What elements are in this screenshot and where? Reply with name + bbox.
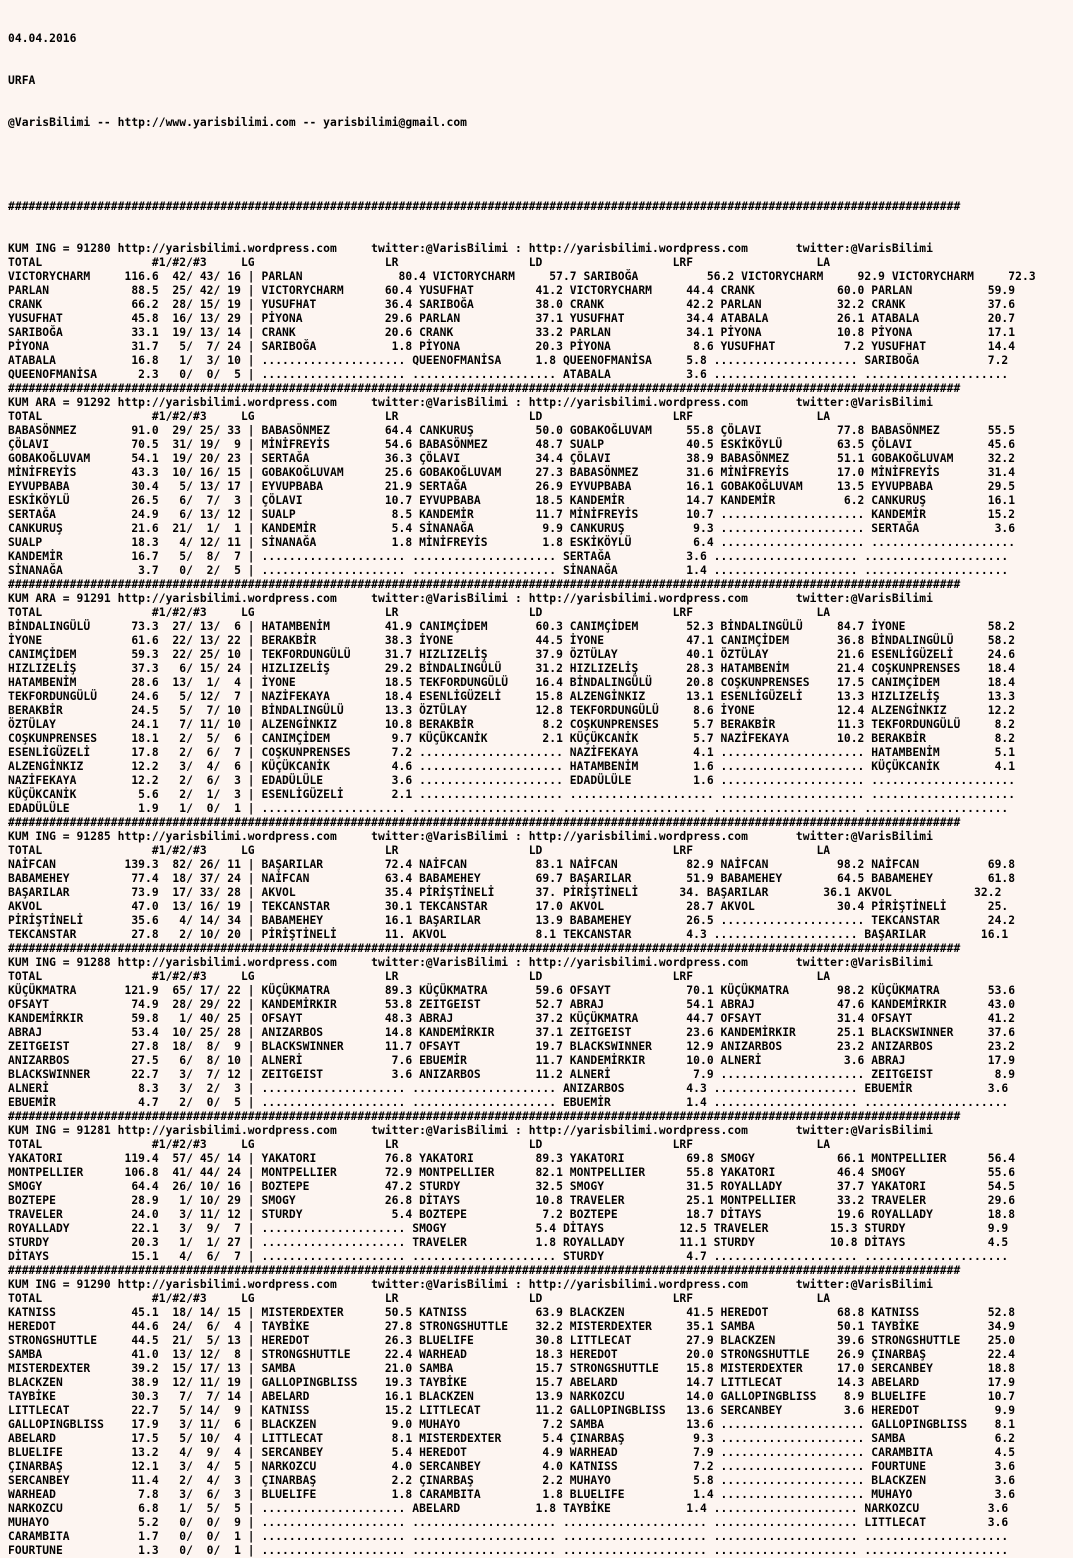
text-line: KUM ARA = 91292 http://yarisbilimi.wordpress.com twitter:@VarisBilimi : http://yarisbilimi.wordpress.com twitter:@VarisBilimi	[8, 396, 933, 409]
blank-line	[8, 158, 1073, 172]
text-line: BERAKBİR 24.5 5/ 7/ 10 | BİNDALINGÜLÜ 13.3 ÖZTÜLAY 12.8 TEKFORDUNGÜLÜ 8.6 İYONE 12.4 ALZENGİNKIZ 12.2	[8, 704, 1016, 717]
text-line: ALZENGİNKIZ 12.2 3/ 4/ 6 | KÜÇÜKCANİK 4.6 ..................... HATAMBENİM 1.6 ..................... KÜÇÜKCANİK 4.1	[8, 760, 1016, 773]
text-line: KUM ING = 91280 http://yarisbilimi.wordpress.com twitter:@VarisBilimi : http://yarisbilimi.wordpress.com twitter:@VarisBilimi	[8, 242, 933, 255]
text-line: HEREDOT 44.6 24/ 6/ 4 | TAYBİKE 27.8 STRONGSHUTTLE 32.2 MISTERDEXTER 35.1 SAMBA 50.1 TAYBİKE 34.9	[8, 1320, 1016, 1333]
text-line: KUM ING = 91288 http://yarisbilimi.wordpress.com twitter:@VarisBilimi : http://yarisbilimi.wordpress.com twitter:@VarisBilimi	[8, 956, 933, 969]
text-line: TOTAL #1/#2/#3 LG LR LD LRF LA	[8, 256, 831, 269]
text-line: BAŞARILAR 73.9 17/ 33/ 28 | AKVOL 35.4 PİRİŞTİNELİ 37. PİRİŞTİNELİ 34. BAŞARILAR 36.1 AKVOL 32.2	[8, 886, 1002, 899]
race-tables	[8, 242, 1073, 1557]
text-line: AKVOL 47.0 13/ 16/ 19 | TEKCANSTAR 30.1 TEKCANSTAR 17.0 AKVOL 28.7 AKVOL 30.4 PİRİŞTİNELİ 25.	[8, 900, 1009, 913]
text-line: ###########################################################################################################################################	[8, 816, 961, 829]
text-line: PİRİŞTİNELİ 35.6 4/ 14/ 34 | BABAMEHEY 16.1 BAŞARILAR 13.9 BABAMEHEY 26.5 ..................... TEKCANSTAR 24.2	[8, 914, 1016, 927]
text-line: CANIMÇİDEM 59.3 22/ 25/ 10 | TEKFORDUNGÜLÜ 31.7 HIZLIZELİŞ 37.9 ÖZTÜLAY 40.1 ÖZTÜLAY 21.6 ESENLİGÜZELİ 24.6	[8, 648, 1016, 661]
text-line: YUSUFHAT 45.8 16/ 13/ 29 | PİYONA 29.6 PARLAN 37.1 YUSUFHAT 34.4 ATABALA 26.1 ATABALA 20.7	[8, 312, 1016, 325]
text-line: ESKİKÖYLÜ 26.5 6/ 7/ 3 | ÇÖLAVI 10.7 EYVUPBABA 18.5 KANDEMİR 14.7 KANDEMİR 6.2 CANKURUŞ 16.1	[8, 494, 1016, 507]
text-line: HIZLIZELİŞ 37.3 6/ 15/ 24 | HIZLIZELİŞ 29.2 BİNDALINGÜLÜ 31.2 HIZLIZELİŞ 28.3 HATAMBENİM 21.4 COŞKUNPRENSES 18.4	[8, 662, 1016, 675]
text-line: CANKURUŞ 21.6 21/ 1/ 1 | KANDEMİR 5.4 SİNANAĞA 9.9 CANKURUŞ 9.3 ..................... SERTAĞA 3.6	[8, 522, 1016, 535]
text-line: SARIBOĞA 33.1 19/ 13/ 14 | CRANK 20.6 CRANK 33.2 PARLAN 34.1 PİYONA 10.8 PİYONA 17.1	[8, 326, 1016, 339]
text-line: ###########################################################################################################################################	[8, 942, 961, 955]
text-line: TEKCANSTAR 27.8 2/ 10/ 20 | PİRİŞTİNELİ 11. AKVOL 8.1 TEKCANSTAR 4.3 ..................... BAŞARILAR 16.1	[8, 928, 1009, 941]
text-line: YAKATORI 119.4 57/ 45/ 14 | YAKATORI 76.8 YAKATORI 89.3 YAKATORI 69.8 SMOGY 66.1 MONTPELLIER 56.4	[8, 1152, 1016, 1165]
text-line: BLACKSWINNER 22.7 3/ 7/ 12 | ZEITGEIST 3.6 ANIZARBOS 11.2 ALNERİ 7.9 ..................... ZEITGEIST 8.9	[8, 1068, 1016, 1081]
text-line: KUM ING = 91285 http://yarisbilimi.wordpress.com twitter:@VarisBilimi : http://yarisbilimi.wordpress.com twitter:@VarisBilimi	[8, 830, 933, 843]
text-line: ROYALLADY 22.1 3/ 9/ 7 | ..................... SMOGY 5.4 DİTAYS 12.5 TRAVELER 15.3 STURDY 9.9	[8, 1222, 1009, 1235]
text-line: TRAVELER 24.0 3/ 11/ 12 | STURDY 5.4 BOZTEPE 7.2 BOZTEPE 18.7 DİTAYS 19.6 ROYALLADY 18.8	[8, 1208, 1016, 1221]
text-line: ESENLİGÜZELİ 17.8 2/ 6/ 7 | COŞKUNPRENSES 7.2 ..................... NAZİFEKAYA 4.1 ..................... HATAMBENİM 5.1	[8, 746, 1016, 759]
text-line: KÜÇÜKMATRA 121.9 65/ 17/ 22 | KÜÇÜKMATRA 89.3 KÜÇÜKMATRA 59.6 OFSAYT 70.1 KÜÇÜKMATRA 98.2 KÜÇÜKMATRA 53.6	[8, 984, 1016, 997]
text-line: BABAMEHEY 77.4 18/ 37/ 24 | NAİFCAN 63.4 BABAMEHEY 69.7 BAŞARILAR 51.9 BABAMEHEY 64.5 BABAMEHEY 61.8	[8, 872, 1016, 885]
text-line: EYVUPBABA 30.4 5/ 13/ 17 | EYVUPBABA 21.9 SERTAĞA 26.9 EYVUPBABA 16.1 GOBAKOĞLUVAM 13.5 EYVUPBABA 29.5	[8, 480, 1016, 493]
text-line: KUM ING = 91290 http://yarisbilimi.wordpress.com twitter:@VarisBilimi : http://yarisbilimi.wordpress.com twitter:@VarisBilimi	[8, 1278, 933, 1291]
text-line: KUM ING = 91281 http://yarisbilimi.wordpress.com twitter:@VarisBilimi : http://yarisbilimi.wordpress.com twitter:@VarisBilimi	[8, 1124, 933, 1137]
text-line: KANDEMİRKIR 59.8 1/ 40/ 25 | OFSAYT 48.3 ABRAJ 37.2 KÜÇÜKMATRA 44.7 OFSAYT 31.4 OFSAYT 41.2	[8, 1012, 1016, 1025]
text-line: TOTAL #1/#2/#3 LG LR LD LRF LA	[8, 606, 831, 619]
text-line: SİNANAĞA 3.7 0/ 2/ 5 | ..................... ..................... SİNANAĞA 1.4 ..................... .....................	[8, 564, 1009, 577]
report-city: URFA	[8, 74, 36, 87]
text-line: ATABALA 16.8 1/ 3/ 10 | ..................... QUEENOFMANİSA 1.8 QUEENOFMANİSA 5.8 ..................... SARIBOĞA 7.2	[8, 354, 1009, 367]
text-line: TOTAL #1/#2/#3 LG LR LD LRF LA	[8, 1138, 831, 1151]
text-line: HATAMBENİM 28.6 13/ 1/ 4 | İYONE 18.5 TEKFORDUNGÜLÜ 16.4 BİNDALINGÜLÜ 20.8 COŞKUNPRENSES 17.5 CANIMÇİDEM 18.4	[8, 676, 1016, 689]
text-line: ANIZARBOS 27.5 6/ 8/ 10 | ALNERİ 7.6 EBUEMİR 11.7 KANDEMİRKIR 10.0 ALNERİ 3.6 ABRAJ 17.9	[8, 1054, 1016, 1067]
text-line: BOZTEPE 28.9 1/ 10/ 29 | SMOGY 26.8 DİTAYS 10.8 TRAVELER 25.1 MONTPELLIER 33.2 TRAVELER 29.6	[8, 1194, 1016, 1207]
text-line: QUEENOFMANİSA 2.3 0/ 0/ 5 | ..................... ..................... ATABALA 3.6 ..................... .....................	[8, 368, 1009, 381]
text-line: ALNERİ 8.3 3/ 2/ 3 | ..................... ..................... ANIZARBOS 4.3 ..................... EBUEMİR 3.6	[8, 1082, 1009, 1095]
text-line: WARHEAD 7.8 3/ 6/ 3 | BLUELIFE 1.8 CARAMBITA 1.8 BLUELIFE 1.4 ..................... MUHAYO 3.6	[8, 1488, 1016, 1501]
text-line: SERTAĞA 24.9 6/ 13/ 12 | SUALP 8.5 KANDEMİR 11.7 MİNİFREYİS 10.7 ..................... KANDEMİR 15.2	[8, 508, 1016, 521]
text-line: EBUEMİR 4.7 2/ 0/ 5 | ..................... ..................... EBUEMİR 1.4 ..................... .....................	[8, 1096, 1009, 1109]
text-line: GALLOPINGBLISS 17.9 3/ 11/ 6 | BLACKZEN 9.0 MUHAYO 7.2 SAMBA 13.6 ..................... GALLOPINGBLISS 8.1	[8, 1418, 1016, 1431]
text-line: ###########################################################################################################################################	[8, 1110, 961, 1123]
text-line: ZEITGEIST 27.8 18/ 8/ 9 | BLACKSWINNER 11.7 OFSAYT 19.7 BLACKSWINNER 12.9 ANIZARBOS 23.2 ANIZARBOS 23.2	[8, 1040, 1016, 1053]
text-line: ###########################################################################################################################################	[8, 578, 961, 591]
text-line: TOTAL #1/#2/#3 LG LR LD LRF LA	[8, 1292, 831, 1305]
text-line: KATNISS 45.1 18/ 14/ 15 | MISTERDEXTER 50.5 KATNISS 63.9 BLACKZEN 41.5 HEREDOT 68.8 KATNISS 52.8	[8, 1306, 1016, 1319]
text-line: BABASÖNMEZ 91.0 29/ 25/ 33 | BABASÖNMEZ 64.4 CANKURUŞ 50.0 GOBAKOĞLUVAM 55.8 ÇÖLAVI 77.8 BABASÖNMEZ 55.5	[8, 424, 1016, 437]
text-line: COŞKUNPRENSES 18.1 2/ 5/ 6 | CANIMÇİDEM 9.7 KÜÇÜKCANİK 2.1 KÜÇÜKCANİK 5.7 NAZİFEKAYA 10.2 BERAKBİR 8.2	[8, 732, 1016, 745]
text-line: MİNİFREYİS 43.3 10/ 16/ 15 | GOBAKOĞLUVAM 25.6 GOBAKOĞLUVAM 27.3 BABASÖNMEZ 31.6 MİNİFREYİS 17.0 MİNİFREYİS 31.4	[8, 466, 1016, 479]
text-line: DİTAYS 15.1 4/ 6/ 7 | ..................... ..................... STURDY 4.7 ..................... .....................	[8, 1250, 1009, 1263]
text-line: MONTPELLIER 106.8 41/ 44/ 24 | MONTPELLIER 72.9 MONTPELLIER 82.1 MONTPELLIER 55.8 YAKATORI 46.4 SMOGY 55.6	[8, 1166, 1016, 1179]
text-line: PARLAN 88.5 25/ 42/ 19 | VICTORYCHARM 60.4 YUSUFHAT 41.2 VICTORYCHARM 44.4 CRANK 60.0 PARLAN 59.9	[8, 284, 1016, 297]
text-line: CRANK 66.2 28/ 15/ 19 | YUSUFHAT 36.4 SARIBOĞA 38.0 CRANK 42.2 PARLAN 32.2 CRANK 37.6	[8, 298, 1016, 311]
text-line: ÇINARBAŞ 12.1 3/ 4/ 5 | NARKOZCU 4.0 SERCANBEY 4.0 KATNISS 7.2 ..................... FOURTUNE 3.6	[8, 1460, 1016, 1473]
text-line: SERCANBEY 11.4 2/ 4/ 3 | ÇINARBAŞ 2.2 ÇINARBAŞ 2.2 MUHAYO 5.8 ..................... BLACKZEN 3.6	[8, 1474, 1016, 1487]
text-line: ABRAJ 53.4 10/ 25/ 28 | ANIZARBOS 14.8 KANDEMİRKIR 37.1 ZEITGEIST 23.6 KANDEMİRKIR 25.1 BLACKSWINNER 37.6	[8, 1026, 1016, 1039]
text-line: FOURTUNE 1.3 0/ 0/ 1 | ..................... ..................... ..................... ..................... .....................	[8, 1544, 1009, 1557]
text-line: TOTAL #1/#2/#3 LG LR LD LRF LA	[8, 410, 831, 423]
text-line: VICTORYCHARM 116.6 42/ 43/ 16 | PARLAN 80.4 VICTORYCHARM 57.7 SARIBOĞA 56.2 VICTORYCHARM 92.9 VICTORYCHARM 72.3	[8, 270, 1036, 283]
text-line: ABELARD 17.5 5/ 10/ 4 | LITTLECAT 8.1 MISTERDEXTER 5.4 ÇINARBAŞ 9.3 ..................... SAMBA 6.2	[8, 1432, 1016, 1445]
text-line: MUHAYO 5.2 0/ 0/ 9 | ..................... ..................... ..................... ..................... LITTLECAT 3.6	[8, 1516, 1009, 1529]
text-line: GOBAKOĞLUVAM 54.1 19/ 20/ 23 | SERTAĞA 36.3 ÇÖLAVI 34.4 ÇÖLAVI 38.9 BABASÖNMEZ 51.1 GOBAKOĞLUVAM 32.2	[8, 452, 1016, 465]
text-line: STURDY 20.3 1/ 1/ 27 | ..................... TRAVELER 1.8 ROYALLADY 11.1 STURDY 10.8 DİTAYS 4.5	[8, 1236, 1009, 1249]
text-line: NAZİFEKAYA 12.2 2/ 6/ 3 | EDADÜLÜLE 3.6 ..................... EDADÜLÜLE 1.6 ..................... .....................	[8, 774, 1016, 787]
text-line: ###########################################################################################################################################	[8, 1264, 961, 1277]
text-line: KUM ARA = 91291 http://yarisbilimi.wordpress.com twitter:@VarisBilimi : http://yarisbilimi.wordpress.com twitter:@VarisBilimi	[8, 592, 933, 605]
text-line: TEKFORDUNGÜLÜ 24.6 5/ 12/ 7 | NAZİFEKAYA 18.4 ESENLİGÜZELİ 15.8 ALZENGİNKIZ 13.1 ESENLİGÜZELİ 13.3 HIZLIZELİŞ 13.3	[8, 690, 1016, 703]
text-line: ÖZTÜLAY 24.1 7/ 11/ 10 | ALZENGİNKIZ 10.8 BERAKBİR 8.2 COŞKUNPRENSES 5.7 BERAKBİR 11.3 TEKFORDUNGÜLÜ 8.2	[8, 718, 1016, 731]
text-line: SUALP 18.3 4/ 12/ 11 | SİNANAĞA 1.8 MİNİFREYİS 1.8 ESKİKÖYLÜ 6.4 ..................... .....................	[8, 536, 1016, 549]
text-line: EDADÜLÜLE 1.9 1/ 0/ 1 | ..................... ..................... ..................... ..................... .....................	[8, 802, 1009, 815]
text-line: CARAMBITA 1.7 0/ 0/ 1 | ..................... ..................... ..................... ..................... .....................	[8, 1530, 1009, 1543]
text-line: SMOGY 64.4 26/ 10/ 16 | BOZTEPE 47.2 STURDY 32.5 SMOGY 31.5 ROYALLADY 37.7 YAKATORI 54.5	[8, 1180, 1016, 1193]
text-line: BİNDALINGÜLÜ 73.3 27/ 13/ 6 | HATAMBENİM 41.9 CANIMÇİDEM 60.3 CANIMÇİDEM 52.3 BİNDALINGÜLÜ 84.7 İYONE 58.2	[8, 620, 1016, 633]
text-line: TAYBİKE 30.3 7/ 7/ 14 | ABELARD 16.1 BLACKZEN 13.9 NARKOZCU 14.0 GALLOPINGBLISS 8.9 BLUELIFE 10.7	[8, 1390, 1016, 1403]
text-line: SAMBA 41.0 13/ 12/ 8 | STRONGSHUTTLE 22.4 WARHEAD 18.3 HEREDOT 20.0 STRONGSHUTTLE 26.9 ÇINARBAŞ 22.4	[8, 1348, 1016, 1361]
text-line: İYONE 61.6 22/ 13/ 22 | BERAKBİR 38.3 İYONE 44.5 İYONE 47.1 CANIMÇİDEM 36.8 BİNDALINGÜLÜ 58.2	[8, 634, 1016, 647]
text-line: OFSAYT 74.9 28/ 29/ 22 | KANDEMİRKIR 53.8 ZEITGEIST 52.7 ABRAJ 54.1 ABRAJ 47.6 KANDEMİRKIR 43.0	[8, 998, 1016, 1011]
text-line: BLUELIFE 13.2 4/ 9/ 4 | SERCANBEY 5.4 HEREDOT 4.9 WARHEAD 7.9 ..................... CARAMBITA 4.5	[8, 1446, 1016, 1459]
text-line: PİYONA 31.7 5/ 7/ 24 | SARIBOĞA 1.8 PİYONA 20.3 PİYONA 8.6 YUSUFHAT 7.2 YUSUFHAT 14.4	[8, 340, 1016, 353]
text-line: ÇÖLAVI 70.5 31/ 19/ 9 | MİNİFREYİS 54.6 BABASÖNMEZ 48.7 SUALP 40.5 ESKİKÖYLÜ 63.5 ÇÖLAVI 45.6	[8, 438, 1016, 451]
text-line: BLACKZEN 38.9 12/ 11/ 19 | GALLOPINGBLISS 19.3 TAYBİKE 15.7 ABELARD 14.7 LITTLECAT 14.3 ABELARD 17.9	[8, 1376, 1016, 1389]
text-line: TOTAL #1/#2/#3 LG LR LD LRF LA	[8, 970, 831, 983]
text-line: STRONGSHUTTLE 44.5 21/ 5/ 13 | HEREDOT 26.3 BLUELIFE 30.8 LITTLECAT 27.9 BLACKZEN 39.6 STRONGSHUTTLE 25.0	[8, 1334, 1016, 1347]
report-date: 04.04.2016	[8, 32, 77, 45]
separator-line: ###########################################################################################################################################	[8, 200, 961, 213]
contact-line: @VarisBilimi -- http://www.yarisbilimi.com -- yarisbilimi@gmail.com	[8, 116, 468, 129]
text-line: TOTAL #1/#2/#3 LG LR LD LRF LA	[8, 844, 831, 857]
text-line: ###########################################################################################################################################	[8, 382, 961, 395]
text-line: LITTLECAT 22.7 5/ 14/ 9 | KATNISS 15.2 LITTLECAT 11.2 GALLOPINGBLISS 13.6 SERCANBEY 3.6 HEREDOT 9.9	[8, 1404, 1016, 1417]
text-line: KÜÇÜKCANİK 5.6 2/ 1/ 3 | ESENLİGÜZELİ 2.1 ..................... ..................... ..................... .....................	[8, 788, 1016, 801]
text-line: KANDEMİR 16.7 5/ 8/ 7 | ..................... ..................... SERTAĞA 3.6 ..................... .....................	[8, 550, 1009, 563]
text-line: NAİFCAN 139.3 82/ 26/ 11 | BAŞARILAR 72.4 NAİFCAN 83.1 NAİFCAN 82.9 NAİFCAN 98.2 NAİFCAN 69.8	[8, 858, 1016, 871]
text-line: MISTERDEXTER 39.2 15/ 17/ 13 | SAMBA 21.0 SAMBA 15.7 STRONGSHUTTLE 15.8 MISTERDEXTER 17.0 SERCANBEY 18.8	[8, 1362, 1016, 1375]
text-line: NARKOZCU 6.8 1/ 5/ 5 | ..................... ABELARD 1.8 TAYBİKE 1.4 ..................... NARKOZCU 3.6	[8, 1502, 1009, 1515]
